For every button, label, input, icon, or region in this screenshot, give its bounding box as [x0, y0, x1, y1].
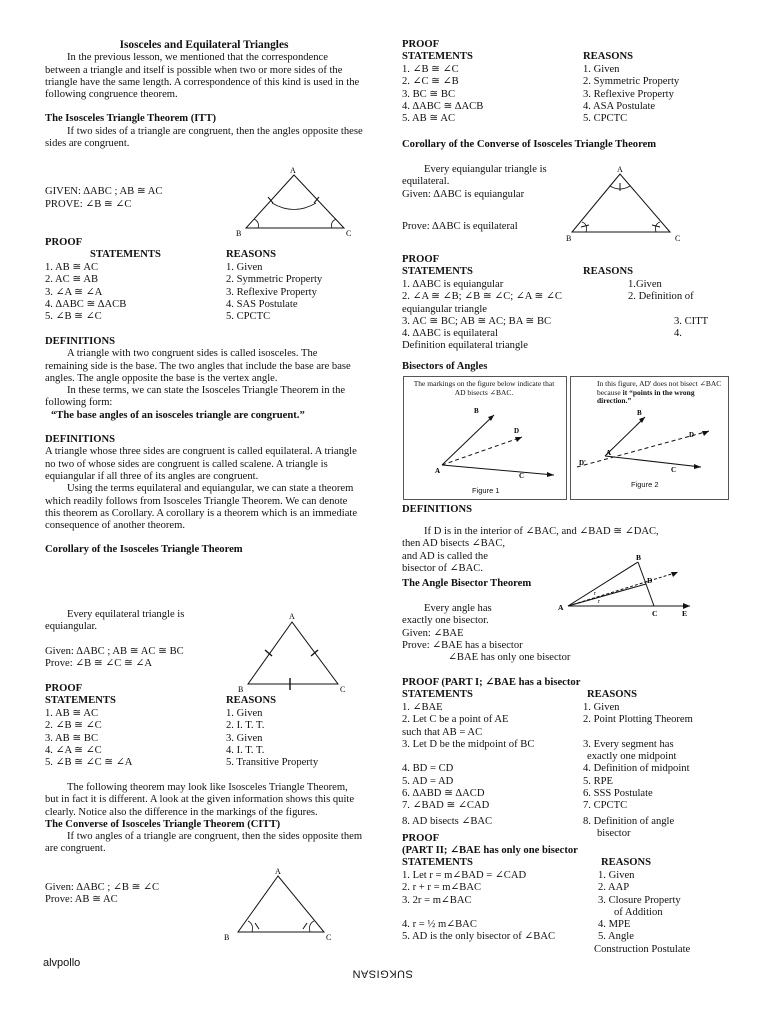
part-1-heading: PROOF (PART I; ∠BAE has a bisector	[402, 677, 581, 688]
definitions-line: If D is in the interior of ∠BAC, and ∠BAD ≅ ∠DAC,	[424, 526, 659, 537]
reason-row: 5. Angle	[598, 931, 634, 943]
proof-4-reasons-b	[674, 316, 708, 341]
svg-text:B: B	[474, 407, 479, 415]
svg-text:C: C	[519, 472, 525, 480]
figure-2-caption-a: In this figure, AD' does not bisect ∠BAC because	[597, 379, 722, 397]
definitions-section-1	[45, 336, 363, 557]
given-2: Given: ∆ABC ; AB ≅ AC ≅ BC	[45, 646, 184, 657]
proof-1-reasons	[226, 262, 322, 323]
statement-row: 2. ∠B ≅ ∠C	[45, 720, 102, 732]
part-2-heading: (PART II; ∠BAE has only one bisector	[402, 845, 578, 856]
svg-text:C: C	[346, 229, 352, 238]
proof-3-label: PROOF	[402, 39, 440, 50]
svg-text:C: C	[326, 933, 332, 942]
reason-row: 2. Point Plotting Theorem	[583, 714, 693, 726]
reason-row: bisector	[597, 827, 631, 839]
proof-3-reasons-label: REASONS	[583, 51, 634, 62]
reason-row: 3. Closure Property	[598, 894, 681, 906]
reason-row: 2. Symmetric Property	[226, 274, 323, 286]
figure-1-caption: The markings on the figure below indicate that AD bisects ∠BAC.	[413, 379, 555, 397]
reason-row: 2. Symmetric Property	[583, 76, 680, 88]
prove-3: Prove: AB ≅ AC	[45, 894, 118, 905]
statement-row: 4. ∆ABC ≅ ∆ACB	[45, 298, 127, 310]
proof-1-statements	[45, 262, 126, 323]
reason-row: 7. CPCTC	[583, 800, 628, 812]
svg-text:r: r	[598, 599, 600, 605]
statement-row: 2. Let C be a point of AE	[402, 714, 509, 726]
svg-text:A: A	[435, 467, 441, 475]
statement-row: 6. ∆ABD ≅ ∆ACD	[402, 788, 485, 800]
reason-row: 4. MPE	[598, 919, 631, 931]
svg-text:r: r	[594, 591, 596, 597]
figure-2-box	[570, 376, 729, 500]
part-1-statements	[402, 702, 534, 828]
reason-row: 1. Given	[583, 64, 620, 75]
reason-row: of Addition	[614, 906, 663, 918]
svg-text:A: A	[289, 612, 295, 621]
svg-text:C: C	[340, 685, 346, 694]
proof-1-statements-label: STATEMENTS	[90, 249, 161, 260]
left-column	[45, 39, 363, 150]
reason-row: 4.	[674, 328, 682, 340]
corollary-2-title: Corollary of the Converse of Isosceles Triangle Theorem	[402, 139, 657, 150]
svg-text:D: D	[647, 576, 653, 585]
reason-row: Construction Postulate	[594, 943, 691, 955]
statement-row: 3. AC ≅ BC; AB ≅ AC; BA ≅ BC	[402, 315, 552, 327]
definitions-heading-1: DEFINITIONS	[45, 336, 116, 347]
statement-row: 5. ∠B ≅ ∠C ≅ ∠A	[45, 757, 133, 769]
proof-2-label: PROOF	[45, 683, 83, 694]
given-4: Given: ∆ABC is equiangular	[402, 188, 525, 200]
svg-text:C: C	[675, 234, 681, 243]
statement-row: 4. BD = CD	[402, 763, 454, 775]
statement-row: 1. ∠BAE	[402, 702, 443, 713]
proof-3-reasons	[583, 64, 679, 125]
angle-bisector-figure	[550, 552, 700, 620]
equiangular-triangle-figure	[562, 164, 687, 244]
citt-text: If two angles of a triangle are congruent, then the sides opposite them are congruent.	[45, 831, 363, 855]
corollary-1-heading: Corollary of the Isosceles Triangle Theorem	[45, 544, 243, 556]
definitions-text-2b: Using the terms equilateral and equiangular, we can state a theorem which readily follows from Isosceles Triangle Theorem. We can denote this theorem as Corollary. A corollary is a theorem which is an immediate consequence of another theorem.	[45, 483, 358, 532]
proof-4-reasons-label: REASONS	[583, 266, 634, 277]
intro-paragraph: In the previous lesson, we mentioned that the correspondence between a triangle and itself is possible when two or more sides of the triangle have the same length. A correspondence of this kind is used in the following congruence theorem.	[45, 52, 360, 101]
reason-row: 3. CITT	[674, 316, 709, 327]
statement-row: 3. BC ≅ BC	[402, 88, 456, 100]
footer-mirrored-text: SUKGISAN	[352, 967, 413, 980]
statement-row: 4. ∆ABC is equilateral	[402, 328, 498, 340]
corollary-2-heading	[402, 139, 702, 151]
corollary-2-statement: Every equiangular triangle is equilateral.	[402, 164, 547, 188]
citt-heading: The Converse of Isosceles Triangle Theorem (CITT)	[45, 818, 281, 830]
given-1: GIVEN: ∆ABC ; AB ≅ AC	[45, 186, 163, 197]
part-1-reasons	[583, 702, 693, 840]
reason-row: 4. Definition of midpoint	[583, 763, 690, 775]
part-2-reasons	[594, 870, 691, 956]
angle-bisector-theorem	[402, 578, 542, 590]
statement-row: 3. 2r = m∠BAC	[402, 894, 472, 906]
abt-line: Given: ∠BAE	[402, 627, 464, 639]
figure-1-diagram	[404, 377, 566, 499]
svg-text:B: B	[238, 685, 244, 694]
statement-row: 2. AC ≅ AB	[45, 274, 99, 286]
abt-line: Every angle has	[424, 603, 492, 614]
abt-line: exactly one bisector.	[402, 615, 489, 627]
statement-row: 5. AB ≅ AC	[402, 113, 456, 125]
statement-row: 2. ∠A ≅ ∠B; ∠B ≅ ∠C; ∠A ≅ ∠C	[402, 291, 562, 303]
part-2-statements-label: STATEMENTS	[402, 857, 473, 868]
proof-3-statements	[402, 64, 483, 125]
reason-row: 2. I. T. T.	[226, 720, 265, 732]
figure-1-box	[403, 376, 567, 500]
reason-row: 2. Definition of	[628, 291, 694, 303]
statement-row: equiangular triangle	[402, 303, 488, 315]
svg-text:D: D	[689, 431, 695, 439]
definitions-heading-2: DEFINITIONS	[45, 434, 116, 446]
equilateral-triangle-figure	[234, 612, 352, 694]
part-2-reasons-label: REASONS	[601, 857, 652, 868]
statement-row: 5. AD is the only bisector of ∠BAC	[402, 931, 556, 943]
proof-4-statements	[402, 279, 562, 353]
statement-row: 1. AB ≅ AC	[45, 262, 99, 273]
statement-row	[402, 907, 555, 919]
statement-row: 2. ∠C ≅ ∠B	[402, 76, 459, 88]
definitions-text-1: A triangle with two congruent sides is called isosceles. The remaining side is the base. The two angles that include the base are base angles. The angle opposite the base is the vertex angle.	[45, 348, 351, 384]
svg-text:C: C	[671, 466, 677, 474]
svg-text:A: A	[275, 867, 281, 876]
prove-4: Prove: ∆ABC is equilateral	[402, 221, 518, 232]
reason-row: 4. I. T. T.	[226, 744, 265, 756]
reason-row: 4. SAS Postulate	[226, 298, 298, 310]
statement-row	[402, 751, 534, 763]
itt-text: If two sides of a triangle are congruent, then the angles opposite these sides are congruent.	[45, 125, 363, 150]
reason-row: 3. Given	[226, 732, 263, 744]
proof-1-reasons-label: REASONS	[226, 249, 277, 260]
svg-text:E: E	[682, 609, 688, 618]
figure-1-label: Figure 1	[472, 486, 500, 495]
reason-row: 1. Given	[598, 870, 635, 881]
statement-row: 5. ∠B ≅ ∠C	[45, 311, 102, 323]
definitions-line: then AD bisects ∠BAC,	[402, 538, 506, 550]
reason-row: 3. Reflexive Property	[226, 286, 317, 298]
svg-text:B: B	[224, 933, 230, 942]
statement-row: 3. Let D be the midpoint of BC	[402, 738, 535, 750]
part-2-statements	[402, 870, 555, 944]
citt-section	[45, 782, 363, 856]
svg-text:A: A	[290, 166, 296, 175]
statement-row: 3. ∠A ≅ ∠A	[45, 286, 103, 298]
reason-row: 8. Definition of angle	[583, 815, 675, 827]
reason-row: 2. AAP	[598, 882, 630, 894]
statement-row: 1. Let r = m∠BAD = ∠CAD	[402, 870, 527, 881]
statement-row: 7. ∠BAD ≅ ∠CAD	[402, 800, 490, 812]
definitions-line: bisector of ∠BAC.	[402, 562, 483, 574]
statement-row: 4. r = ½ m∠BAC	[402, 919, 477, 931]
svg-text:B: B	[566, 234, 572, 243]
statement-row: 1. ∆ABC is equiangular	[402, 279, 504, 290]
reason-row: 1.Given	[628, 279, 662, 290]
statement-row: 4. ∆ABC ≅ ∆ACB	[402, 100, 484, 112]
proof-4-label: PROOF	[402, 254, 440, 265]
isosceles-triangle-figure-1	[232, 166, 362, 241]
reason-row: 1. Given	[583, 702, 620, 713]
figure-2-label: Figure 2	[631, 480, 659, 489]
svg-text:A: A	[606, 449, 612, 457]
part-1-statements-label: STATEMENTS	[402, 689, 473, 700]
statement-row: Definition equilateral triangle	[402, 340, 528, 352]
statement-row: 5. AD = AD	[402, 775, 454, 787]
definitions-text-2: A triangle whose three sides are congruent is called equilateral. A triangle no two of whose sides are congruent is called scalene. A triangle is equiangular if all three of its angles are congruent.	[45, 446, 357, 482]
reason-row: 1. Given	[226, 262, 263, 273]
reason-row: 4. ASA Postulate	[583, 100, 656, 112]
corollary-1-statement: Every equilateral triangle is equiangular.	[45, 609, 185, 633]
svg-text:D: D	[514, 427, 520, 435]
proof-1-label: PROOF	[45, 237, 83, 248]
reason-row: 1. Given	[226, 708, 263, 719]
svg-text:C: C	[652, 609, 658, 618]
figure-2-caption-b: it “points in the wrong direction.”	[597, 387, 695, 405]
bisectors-heading: Bisectors of Angles	[402, 361, 488, 372]
definitions-text-1b: In these terms, we can state the Isosceles Triangle Theorem in the following form:	[45, 385, 346, 409]
proof-2-reasons	[226, 708, 318, 769]
proof-2-statements	[45, 708, 132, 769]
statement-row: 1. AB ≅ AC	[45, 708, 99, 719]
proof-2-reasons-label: REASONS	[226, 695, 277, 706]
following-paragraph: The following theorem may look like Isosceles Triangle Theorem, but in fact it is different. A look at the given information shows this quite clearly. Notice also the difference in the markings of the figures.	[45, 782, 355, 818]
svg-text:A: A	[558, 603, 564, 612]
reason-row: 5. RPE	[583, 775, 614, 787]
proof-4-reasons-a	[628, 279, 694, 304]
svg-text:B: B	[236, 229, 242, 238]
svg-text:A: A	[617, 165, 623, 174]
prove-2: Prove: ∠B ≅ ∠C ≅ ∠A	[45, 658, 153, 669]
abt-line: Prove: ∠BAE has a bisector	[402, 639, 523, 651]
given-3: Given: ∆ABC ; ∠B ≅ ∠C	[45, 882, 160, 893]
isosceles-quote: “The base angles of an isosceles triangle are congruent.”	[51, 409, 305, 421]
svg-text:B: B	[637, 409, 642, 417]
statement-row: 2. r + r = m∠BAC	[402, 882, 482, 894]
part-2-label: PROOF	[402, 833, 440, 844]
corollary-2-text	[402, 164, 552, 201]
reason-row: 3. Reflexive Property	[583, 88, 674, 100]
proof-4-statements-label: STATEMENTS	[402, 266, 473, 277]
svg-text:D': D'	[579, 459, 586, 467]
reason-row: 3. Every segment has	[583, 738, 674, 750]
reason-row: 6. SSS Postulate	[583, 788, 653, 800]
reason-row: exactly one midpoint	[587, 751, 677, 763]
svg-text:B: B	[636, 553, 642, 562]
angle-bisector-theorem-heading: The Angle Bisector Theorem	[402, 578, 532, 589]
reason-row: 5. CPCTC	[226, 311, 271, 323]
part-1-reasons-label: REASONS	[587, 689, 638, 700]
page-title: Isosceles and Equilateral Triangles	[119, 39, 289, 51]
reason-row: 5. Transitive Property	[226, 757, 319, 769]
proof-2-statements-label: STATEMENTS	[45, 695, 116, 706]
prove-1: PROVE: ∠B ≅ ∠C	[45, 199, 132, 210]
statement-row: 3. AB ≅ BC	[45, 732, 99, 744]
itt-heading: The Isosceles Triangle Theorem (ITT)	[45, 113, 217, 125]
proof-3-statements-label: STATEMENTS	[402, 51, 473, 62]
abt-line: ∠BAE has only one bisector	[448, 652, 571, 664]
angle-bisector-theorem-lines	[402, 603, 570, 664]
statement-row: such that AB = AC	[402, 726, 483, 738]
statement-row: 8. AD bisects ∠BAC	[402, 815, 493, 827]
statement-row: 4. ∠A ≅ ∠C	[45, 744, 102, 756]
isosceles-triangle-figure-2	[218, 866, 338, 942]
statement-row: 1. ∠B ≅ ∠C	[402, 64, 459, 75]
definitions-heading-3: DEFINITIONS	[402, 504, 473, 515]
reason-row	[583, 727, 693, 739]
footer-author: alvpollo	[43, 957, 81, 969]
definitions-line: and AD is called the	[402, 550, 488, 562]
reason-row: 5. CPCTC	[583, 113, 628, 125]
corollary-1-text	[45, 609, 235, 634]
